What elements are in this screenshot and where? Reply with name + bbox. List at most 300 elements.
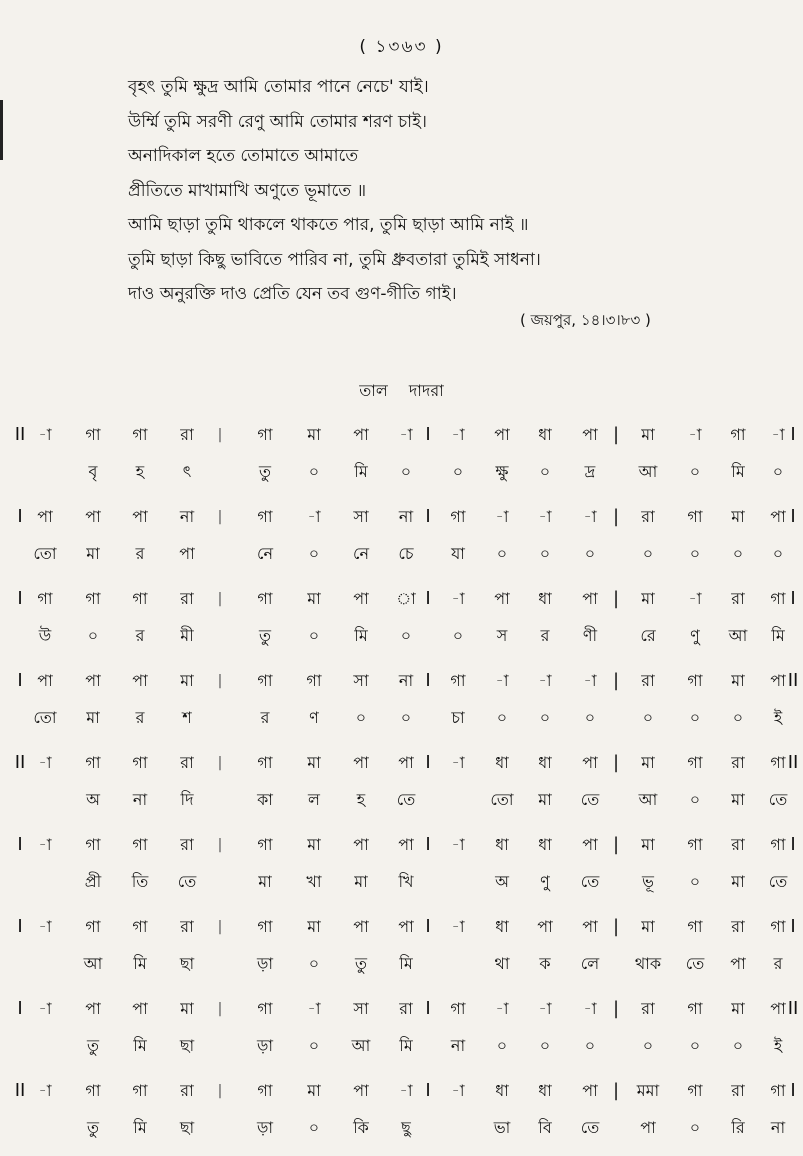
lyric-syllable: মা	[731, 790, 745, 809]
lyric-syllable: ০	[308, 1036, 320, 1055]
lyric-syllable: চে	[398, 544, 414, 563]
start-barline: II	[14, 752, 26, 773]
notation-block	[0, 420, 803, 500]
lyric-syllable: ০	[400, 708, 412, 727]
notation-block	[0, 748, 803, 828]
barline: |	[217, 1083, 223, 1099]
start-barline: I	[17, 998, 23, 1019]
swara-row	[0, 420, 803, 450]
lyric-syllable: ণু	[690, 626, 700, 645]
lyric-syllable: তে	[580, 872, 600, 891]
swara-note: গা	[85, 917, 101, 936]
barline: |	[612, 506, 620, 527]
swara-note: -া	[451, 1081, 465, 1100]
lyric-syllable: ভা	[493, 1118, 511, 1137]
lyric-syllable: আ	[728, 626, 748, 645]
barline: |	[612, 752, 620, 773]
lyric-syllable: ০	[642, 708, 654, 727]
swara-note: -া	[583, 671, 597, 690]
swara-note: রা	[731, 753, 745, 772]
lyric-syllable: থাক	[634, 954, 662, 973]
lyric-syllable: কা	[257, 790, 273, 809]
lyric-syllable: ০	[496, 1036, 508, 1055]
swara-note: ধা	[538, 835, 552, 854]
lyric-syllable: দি	[180, 790, 194, 809]
lyric-syllable: মা	[538, 790, 552, 809]
swara-note: ধা	[495, 835, 509, 854]
swara-note: পা	[398, 917, 414, 936]
swara-note: মা	[307, 753, 321, 772]
lyric-syllable: উ	[38, 626, 52, 645]
lyric-syllable: কি	[353, 1118, 369, 1137]
swara-note: গা	[687, 835, 703, 854]
barline: I	[425, 588, 431, 609]
lyric-syllable: আ	[83, 954, 103, 973]
swara-note: মা	[641, 917, 655, 936]
end-barline: I	[790, 588, 796, 609]
end-barline: I	[790, 834, 796, 855]
lyric-syllable: শ	[182, 708, 192, 727]
swara-note: পা	[85, 507, 101, 526]
lyric-syllable: ০	[400, 626, 412, 645]
lyric-syllable: ০	[539, 1036, 551, 1055]
lyric-syllable: আ	[638, 790, 658, 809]
lyric-row	[0, 1031, 803, 1061]
swara-note: পা	[582, 425, 598, 444]
swara-note: -া	[38, 999, 52, 1018]
lyric-row	[0, 539, 803, 569]
swara-note: -া	[538, 999, 552, 1018]
lyric-syllable: ০	[772, 544, 784, 563]
lyric-syllable: ক	[539, 954, 551, 973]
swara-row	[0, 994, 803, 1024]
lyric-syllable: ০	[689, 872, 701, 891]
lyric-syllable: ০	[732, 1036, 744, 1055]
lyric-syllable: অ	[495, 872, 509, 891]
lyric-syllable: ই	[773, 708, 783, 727]
swara-note: মা	[641, 753, 655, 772]
barline: I	[425, 916, 431, 937]
lyric-syllable: রি	[731, 1118, 745, 1137]
lyric-syllable: মি	[133, 1118, 147, 1137]
swara-note: গা	[687, 753, 703, 772]
lyric-syllable: ০	[308, 954, 320, 973]
swara-note: পা	[353, 1081, 369, 1100]
swara-note: ধা	[538, 753, 552, 772]
end-barline: I	[790, 1080, 796, 1101]
lyric-syllable: ০	[452, 462, 464, 481]
swara-note: মা	[307, 589, 321, 608]
lyric-syllable: তো	[490, 790, 514, 809]
swara-note: রা	[399, 999, 413, 1018]
lyric-syllable: ০	[452, 626, 464, 645]
swara-note: গা	[450, 507, 466, 526]
poem-line: বৃহৎ তুমি ক্ষুদ্র আমি তোমার পানে নেচে' যাই।	[128, 77, 429, 97]
swara-row	[0, 502, 803, 532]
swara-note: মা	[731, 507, 745, 526]
swara-note: গা	[770, 835, 786, 854]
lyric-syllable: বি	[538, 1118, 552, 1137]
lyric-syllable: তে	[177, 872, 197, 891]
swara-note: রা	[180, 1081, 194, 1100]
lyric-syllable: ০	[539, 462, 551, 481]
lyric-syllable: মি	[399, 954, 413, 973]
swara-note: পা	[582, 835, 598, 854]
swara-note: ধা	[538, 1081, 552, 1100]
taal-heading: তাল দাদরা	[359, 381, 444, 400]
barline: |	[217, 509, 223, 525]
lyric-syllable: ০	[87, 626, 99, 645]
swara-note: না	[179, 507, 195, 526]
barline: |	[612, 834, 620, 855]
lyric-syllable: ০	[689, 544, 701, 563]
end-barline: II	[787, 998, 799, 1019]
swara-note: মা	[307, 425, 321, 444]
lyric-syllable: খি	[398, 872, 414, 891]
swara-note: গা	[132, 1081, 148, 1100]
swara-note: ধা	[538, 589, 552, 608]
swara-note: গা	[687, 671, 703, 690]
lyric-syllable: ০	[689, 462, 701, 481]
swara-note: -া	[451, 753, 465, 772]
swara-note: গা	[450, 671, 466, 690]
swara-row	[0, 748, 803, 778]
lyric-syllable: মী	[180, 626, 194, 645]
start-barline: II	[14, 1080, 26, 1101]
lyric-syllable: তে	[580, 790, 600, 809]
swara-note: া	[396, 589, 416, 608]
lyric-syllable: রে	[640, 626, 656, 645]
swara-note: গা	[85, 1081, 101, 1100]
lyric-syllable: তু	[86, 1118, 99, 1137]
lyric-syllable: পা	[179, 544, 195, 563]
lyric-syllable: চা	[451, 708, 465, 727]
barline: |	[217, 591, 223, 607]
swara-note: পা	[770, 999, 786, 1018]
swara-note: রা	[180, 425, 194, 444]
barline: |	[612, 670, 620, 691]
lyric-syllable: তে	[685, 954, 705, 973]
swara-note: মা	[307, 1081, 321, 1100]
lyric-syllable: মি	[133, 1036, 147, 1055]
swara-note: -া	[38, 425, 52, 444]
swara-note: গা	[132, 835, 148, 854]
swara-note: গা	[85, 425, 101, 444]
barline: |	[612, 588, 620, 609]
poem-line: দাও অনুরক্তি দাও প্রেতি যেন তব গুণ-গীতি গাই।	[128, 284, 457, 304]
lyric-syllable: তে	[396, 790, 416, 809]
swara-note: -া	[451, 589, 465, 608]
lyric-syllable: মি	[133, 954, 147, 973]
lyric-row	[0, 1113, 803, 1143]
lyric-syllable: ০	[642, 1036, 654, 1055]
lyric-syllable: ০	[732, 708, 744, 727]
start-barline: I	[17, 834, 23, 855]
swara-note: রা	[731, 917, 745, 936]
lyric-syllable: ০	[539, 708, 551, 727]
barline: I	[425, 670, 431, 691]
swara-note: গা	[85, 753, 101, 772]
lyric-syllable: মি	[354, 462, 368, 481]
lyric-syllable: ০	[308, 626, 320, 645]
lyric-syllable: র	[135, 708, 145, 727]
notation-block	[0, 912, 803, 992]
end-barline: I	[790, 916, 796, 937]
lyric-syllable: দ্র	[584, 462, 596, 481]
swara-note: পা	[353, 589, 369, 608]
lyric-row	[0, 785, 803, 815]
lyric-syllable: ড়া	[256, 1118, 274, 1137]
lyric-syllable: না	[770, 1118, 786, 1137]
swara-note: -া	[399, 425, 413, 444]
swara-note: পা	[132, 507, 148, 526]
lyric-syllable: স	[496, 626, 508, 645]
lyric-syllable: তু	[86, 1036, 99, 1055]
lyric-syllable: মি	[354, 626, 368, 645]
swara-note: না	[398, 671, 414, 690]
lyric-syllable: মি	[399, 1036, 413, 1055]
notation-block	[0, 502, 803, 582]
swara-note: মা	[731, 999, 745, 1018]
lyric-syllable: হ	[356, 790, 366, 809]
swara-note: মা	[180, 671, 194, 690]
swara-note: পা	[770, 671, 786, 690]
swara-note: গা	[306, 671, 322, 690]
swara-note: মা	[307, 917, 321, 936]
lyric-syllable: ড়া	[256, 1036, 274, 1055]
lyric-syllable: মা	[258, 872, 272, 891]
lyric-syllable: মি	[771, 626, 785, 645]
barline: |	[612, 1080, 620, 1101]
swara-note: রা	[641, 507, 655, 526]
lyric-row	[0, 621, 803, 651]
notation-block	[0, 666, 803, 746]
lyric-syllable: র	[260, 708, 270, 727]
swara-note: -া	[495, 999, 509, 1018]
lyric-syllable: ০	[689, 790, 701, 809]
lyric-syllable: মা	[86, 544, 100, 563]
swara-note: গা	[770, 753, 786, 772]
barline: I	[425, 424, 431, 445]
lyric-syllable: তে	[580, 1118, 600, 1137]
swara-note: গা	[257, 589, 273, 608]
lyric-row	[0, 703, 803, 733]
swara-note: গা	[257, 917, 273, 936]
swara-note: গা	[132, 425, 148, 444]
notation-block	[0, 1076, 803, 1156]
lyric-syllable: তো	[33, 544, 57, 563]
lyric-syllable: ভূ	[642, 872, 654, 891]
lyric-syllable: ০	[772, 462, 784, 481]
swara-note: মা	[641, 589, 655, 608]
swara-note: -া	[688, 425, 702, 444]
swara-note: গা	[257, 835, 273, 854]
swara-note: -া	[583, 507, 597, 526]
swara-note: সা	[353, 671, 369, 690]
barline: I	[425, 506, 431, 527]
lyric-row	[0, 457, 803, 487]
lyric-syllable: তি	[131, 872, 149, 891]
poem-line: প্রীতিতে মাখামাখি অণুতে ভূমাতে ॥	[128, 180, 367, 201]
swara-note: পা	[537, 917, 553, 936]
notation-block	[0, 584, 803, 664]
end-barline: II	[787, 670, 799, 691]
swara-note: রা	[180, 835, 194, 854]
swara-note: পা	[353, 835, 369, 854]
barline: I	[425, 834, 431, 855]
swara-note: মা	[180, 999, 194, 1018]
swara-note: -া	[495, 507, 509, 526]
swara-row	[0, 912, 803, 942]
swara-note: ধা	[538, 425, 552, 444]
lyric-syllable: ০	[689, 708, 701, 727]
lyric-syllable: ০	[689, 1036, 701, 1055]
poem-line: অনাদিকাল হতে তোমাতে আমাতে	[128, 146, 359, 166]
swara-note: রা	[180, 917, 194, 936]
swara-row	[0, 584, 803, 614]
swara-note: ধা	[495, 753, 509, 772]
swara-note: গা	[257, 999, 273, 1018]
lyric-syllable: পা	[730, 954, 746, 973]
swara-note: পা	[85, 999, 101, 1018]
swara-row	[0, 830, 803, 860]
start-barline: I	[17, 506, 23, 527]
lyric-syllable: ০	[732, 544, 744, 563]
lyric-syllable: তু	[258, 462, 271, 481]
lyric-syllable: মা	[731, 872, 745, 891]
lyric-syllable: বৃ	[88, 462, 98, 481]
swara-note: -া	[538, 507, 552, 526]
lyric-syllable: মা	[86, 708, 100, 727]
lyric-syllable: ছা	[179, 1118, 195, 1137]
lyric-syllable: ০	[355, 708, 367, 727]
swara-note: পা	[353, 425, 369, 444]
barline: |	[217, 1001, 223, 1017]
lyric-syllable: নে	[352, 544, 370, 563]
lyric-syllable: ০	[308, 1118, 320, 1137]
swara-note: রা	[731, 1081, 745, 1100]
notation-block	[0, 994, 803, 1074]
lyric-syllable: ৎ	[182, 462, 192, 481]
place-date: ( জয়পুর, ১৪।৩।৮৩ )	[520, 311, 651, 329]
lyric-syllable: ০	[539, 544, 551, 563]
poem-line: তুমি ছাড়া কিছু ভাবিতে পারিব না, তুমি ধ্রুবতারা তুমিই সাধনা।	[128, 249, 541, 270]
poem	[128, 70, 768, 312]
swara-note: গা	[770, 917, 786, 936]
swara-row	[0, 666, 803, 696]
lyric-row	[0, 949, 803, 979]
swara-note: রা	[731, 835, 745, 854]
swara-note: পা	[398, 835, 414, 854]
swara-note: সা	[353, 999, 369, 1018]
swara-note: পা	[353, 753, 369, 772]
swara-note: পা	[132, 999, 148, 1018]
swara-note: গা	[257, 671, 273, 690]
swara-note: গা	[132, 917, 148, 936]
lyric-syllable: প্রী	[84, 872, 102, 891]
start-barline: I	[17, 670, 23, 691]
swara-note: রা	[731, 589, 745, 608]
swara-note: -া	[38, 1081, 52, 1100]
swara-note: গা	[730, 425, 746, 444]
lyric-syllable: তো	[33, 708, 57, 727]
swara-note: -া	[583, 999, 597, 1018]
swara-note: পা	[132, 671, 148, 690]
swara-note: -া	[771, 425, 785, 444]
barline: |	[217, 919, 223, 935]
poem-line: উর্ম্মি তুমি সরণী রেণু আমি তোমার শরণ চাই।	[128, 111, 428, 132]
lyric-syllable: ০	[642, 544, 654, 563]
swara-note: পা	[770, 507, 786, 526]
lyric-syllable: আ	[351, 1036, 371, 1055]
lyric-syllable: ক্ষু	[495, 462, 509, 481]
swara-note: গা	[132, 753, 148, 772]
lyric-syllable: ণী	[582, 626, 598, 645]
lyric-syllable: অ	[86, 790, 100, 809]
lyric-syllable: না	[132, 790, 148, 809]
lyric-syllable: ০	[584, 1036, 596, 1055]
lyric-syllable: ০	[400, 462, 412, 481]
lyric-syllable: না	[450, 1036, 466, 1055]
lyric-syllable: ০	[584, 708, 596, 727]
swara-note: মা	[731, 671, 745, 690]
swara-note: গা	[85, 835, 101, 854]
swara-note: -া	[399, 1081, 413, 1100]
swara-note: গা	[257, 753, 273, 772]
barline: I	[425, 998, 431, 1019]
lyric-syllable: ছা	[179, 1036, 195, 1055]
start-barline: I	[17, 588, 23, 609]
swara-note: গা	[257, 1081, 273, 1100]
swara-note: পা	[582, 1081, 598, 1100]
swara-note: পা	[398, 753, 414, 772]
swara-note: গা	[687, 1081, 703, 1100]
lyric-syllable: নে	[256, 544, 274, 563]
swara-note: পা	[494, 589, 510, 608]
swara-note: ধা	[495, 917, 509, 936]
barline: |	[612, 916, 620, 937]
swara-note: -া	[307, 999, 321, 1018]
swara-note: গা	[450, 999, 466, 1018]
swara-note: -া	[451, 425, 465, 444]
swara-note: রা	[641, 999, 655, 1018]
barline: I	[425, 752, 431, 773]
lyric-row	[0, 867, 803, 897]
swara-note: মমা	[636, 1081, 660, 1100]
swara-note: গা	[257, 507, 273, 526]
swara-note: -া	[38, 753, 52, 772]
swara-note: না	[398, 507, 414, 526]
swara-note: সা	[353, 507, 369, 526]
swara-note: পা	[85, 671, 101, 690]
lyric-syllable: হ	[135, 462, 145, 481]
swara-note: পা	[582, 589, 598, 608]
lyric-syllable: তে	[768, 872, 788, 891]
end-barline: I	[790, 424, 796, 445]
lyric-syllable: তু	[258, 626, 271, 645]
lyric-syllable: তু	[354, 954, 367, 973]
swara-row	[0, 1076, 803, 1106]
lyric-syllable: র	[540, 626, 550, 645]
swara-note: রা	[641, 671, 655, 690]
barline: |	[612, 998, 620, 1019]
barline: |	[217, 837, 223, 853]
barline: |	[612, 424, 620, 445]
lyric-syllable: র	[773, 954, 783, 973]
swara-note: গা	[85, 589, 101, 608]
swara-note: মা	[641, 425, 655, 444]
lyric-syllable: ছু	[401, 1118, 411, 1137]
